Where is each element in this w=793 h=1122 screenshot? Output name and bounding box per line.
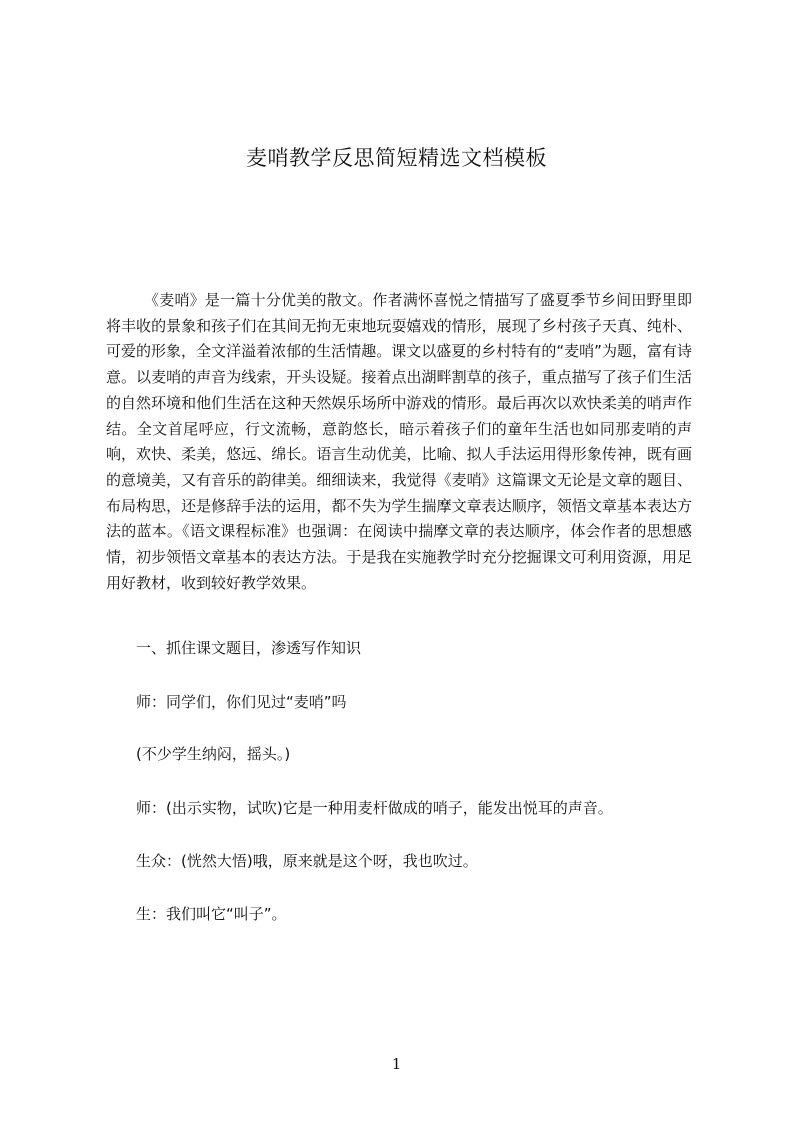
dialogue-line: (不少学生纳闷，摇头。) <box>136 745 291 763</box>
page-title: 麦哨教学反思简短精选文档模板 <box>246 146 547 170</box>
section-heading: 一、抓住课文题目，渗透写作知识 <box>136 639 362 657</box>
intro-paragraph: 《麦哨》是一篇十分优美的散文。作者满怀喜悦之情描写了盛夏季节乡间田野里即将丰收的景象和孩子们在其间无拘无束地玩耍嬉戏的情形，展现了乡村孩子天真、纯朴、可爱的形象，全文洋溢着浓郁的生活情趣。课文以盛夏的乡村特有的“麦哨”为题，富有诗意。以麦哨的声音为线索，开头设疑。接着点出湖畔割草的孩子，重点描写了孩子们生活的自然环境和他们生活在这种天然娱乐场所中游戏的情形。最后再次以欢快柔美的哨声作结。全文首尾呼应，行文流畅，意韵悠长，暗示着孩子们的童年生活也如同那麦哨的声响，欢快、柔美，悠远、绵长。语言生动优美，比喻、拟人手法运用得形象传神，既有画的意境美，又有音乐的韵律美。细细读来，我觉得《麦哨》这篇课文无论是文章的题目、布局构思，还是修辞手法的运用，都不失为学生揣摩文章表达顺序，领悟文章基本表达方法的蓝本。《语文课程标准》也强调：在阅读中揣摩文章的表达顺序，体会作者的思想感情，初步领悟文章基本的表达方法。于是我在实施教学时充分挖掘课文可利用资源，用足用好教材，收到较好教学效果。 <box>106 291 692 592</box>
dialogue-line: 师：同学们，你们见过“麦哨”吗 <box>136 693 347 711</box>
page-number: 1 <box>391 1055 402 1073</box>
dialogue-line: 生：我们叫它“叫子”。 <box>136 905 287 923</box>
dialogue-line: 生众：(恍然大悟)哦，原来就是这个呀，我也吹过。 <box>136 852 478 870</box>
dialogue-line: 师：(出示实物，试吹)它是一种用麦杆做成的哨子，能发出悦耳的声音。 <box>136 799 613 817</box>
